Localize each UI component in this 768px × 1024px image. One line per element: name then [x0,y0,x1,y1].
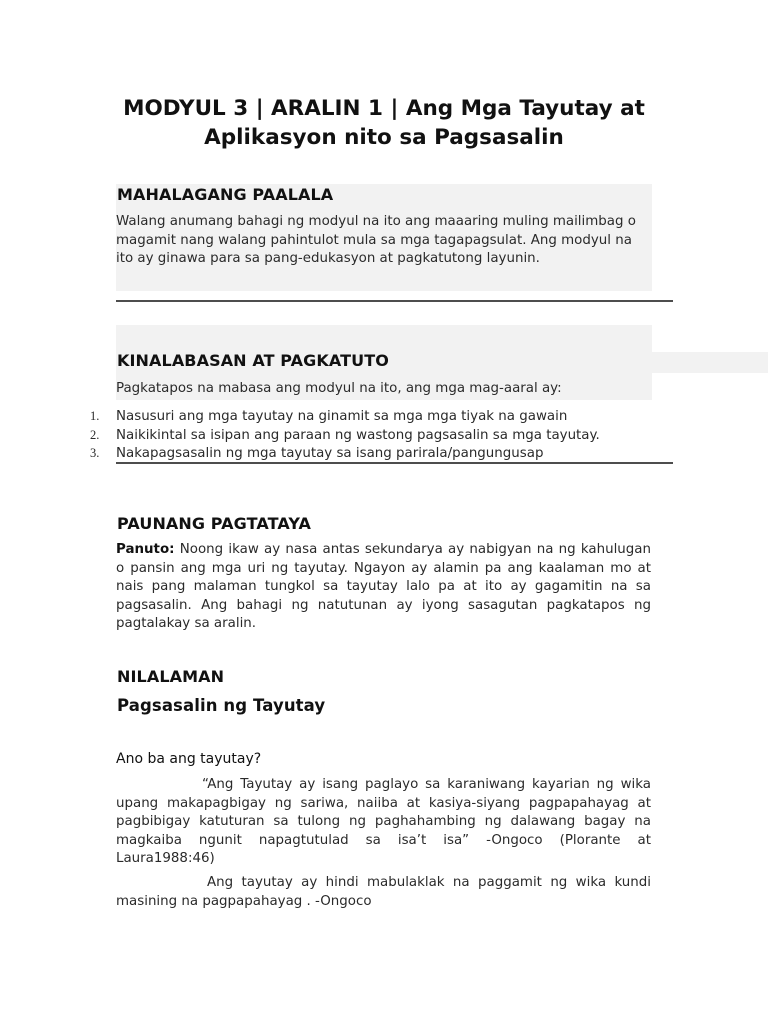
objectives-intro: Pagkatapos na mabasa ang modyul na ito, ang mga mag-aaral ay: [116,381,562,396]
pretest-line-5: pagtalakay sa aralin. [116,616,257,631]
reminder-line-3: ito ay ginawa para sa pang-edukasyon at pagkatutong layunin. [116,251,540,266]
pretest-text [116,541,651,634]
objective-text: Nasusuri ang mga tayutay na ginamit sa mga mga tiyak na gawain [116,409,568,424]
objective-text: Nakapagsasalin ng mga tayutay sa isang parirala/pangungusap [116,446,544,461]
objective-number: 3. [90,446,100,460]
reminder-text [116,213,651,269]
pretest-line-4: pagsasalin. Ang bahagi ng natutunan ay iyong sasagutan pagkatapos ng [116,597,651,613]
content-heading: NILALAMAN [117,667,225,686]
reminder-heading: MAHALAGANG PAALALA [117,185,334,204]
pretest-line-2: o pansin ang mga uri ng tayutay. Ngayon ay alamin pa ang kaalaman mo at [116,560,651,576]
pretest-line-3: nais pang malaman tungkol sa tayutay lalo pa at ito ay gagamitin na sa [116,579,651,594]
pretest-heading: PAUNANG PAGTATAYA [117,514,311,533]
objective-text: Naikikintal sa isipan ang paraan ng wastong pagsasalin sa mga tayutay. [116,428,600,443]
pretest-line [116,541,651,560]
objective-item [90,444,543,463]
title-line-2: Aplikasyon nito sa Pagsasalin [204,125,564,150]
definition-quote [116,776,651,869]
divider-2 [116,462,673,464]
reminder-line-2: magamit nang walang pahintulot mula sa mga tagapagsulat. Ang modyul na [116,232,632,248]
quote-line-2: upang makapagbigay ng sariwa, naiiba at kasiya-siyang pagpapahayag at [116,795,651,811]
quote-line-1: “Ang Tayutay ay isang paglayo sa karaniwang kayarian ng wika [202,777,651,792]
pretest-line-1: Noong ikaw ay nasa antas sekundarya ay nabigyan na ng kahulugan [179,542,651,557]
objective-number: 2. [90,428,100,442]
reminder-line-1: Walang anumang bahagi ng modyul na ito ang maaaring muling mailimbag o [116,214,636,229]
pretest-label: Panuto: [116,542,175,557]
quote-line-5: Laura1988:46) [116,851,215,866]
para-line-1: Ang tayutay ay hindi mabulaklak na paggamit ng wika kundi [207,875,651,890]
para-line-2: masining na pagpapahayag . -Ongoco [116,893,372,909]
document-title [100,94,668,152]
quote-line-3: pagbibigay katuturan sa tulong ng paghahambing ng dalawang bagay na [116,814,651,829]
quote-line-4: magkaiba ngunit napagtutulad sa isa’t isa” -Ongoco (Plorante at [116,832,651,848]
objectives-heading: KINALABASAN AT PAGKATUTO [117,351,389,370]
definition-paragraph [116,874,651,911]
objective-item [90,407,567,426]
objectives-box-strip [652,352,768,373]
content-subheading: Pagsasalin ng Tayutay [117,696,326,715]
divider-1 [116,300,673,302]
question-text: Ano ba ang tayutay? [116,751,262,767]
title-line-1: MODYUL 3 | ARALIN 1 | Ang Mga Tayutay at [123,96,645,121]
objective-item [90,426,600,445]
objective-number: 1. [90,409,100,423]
